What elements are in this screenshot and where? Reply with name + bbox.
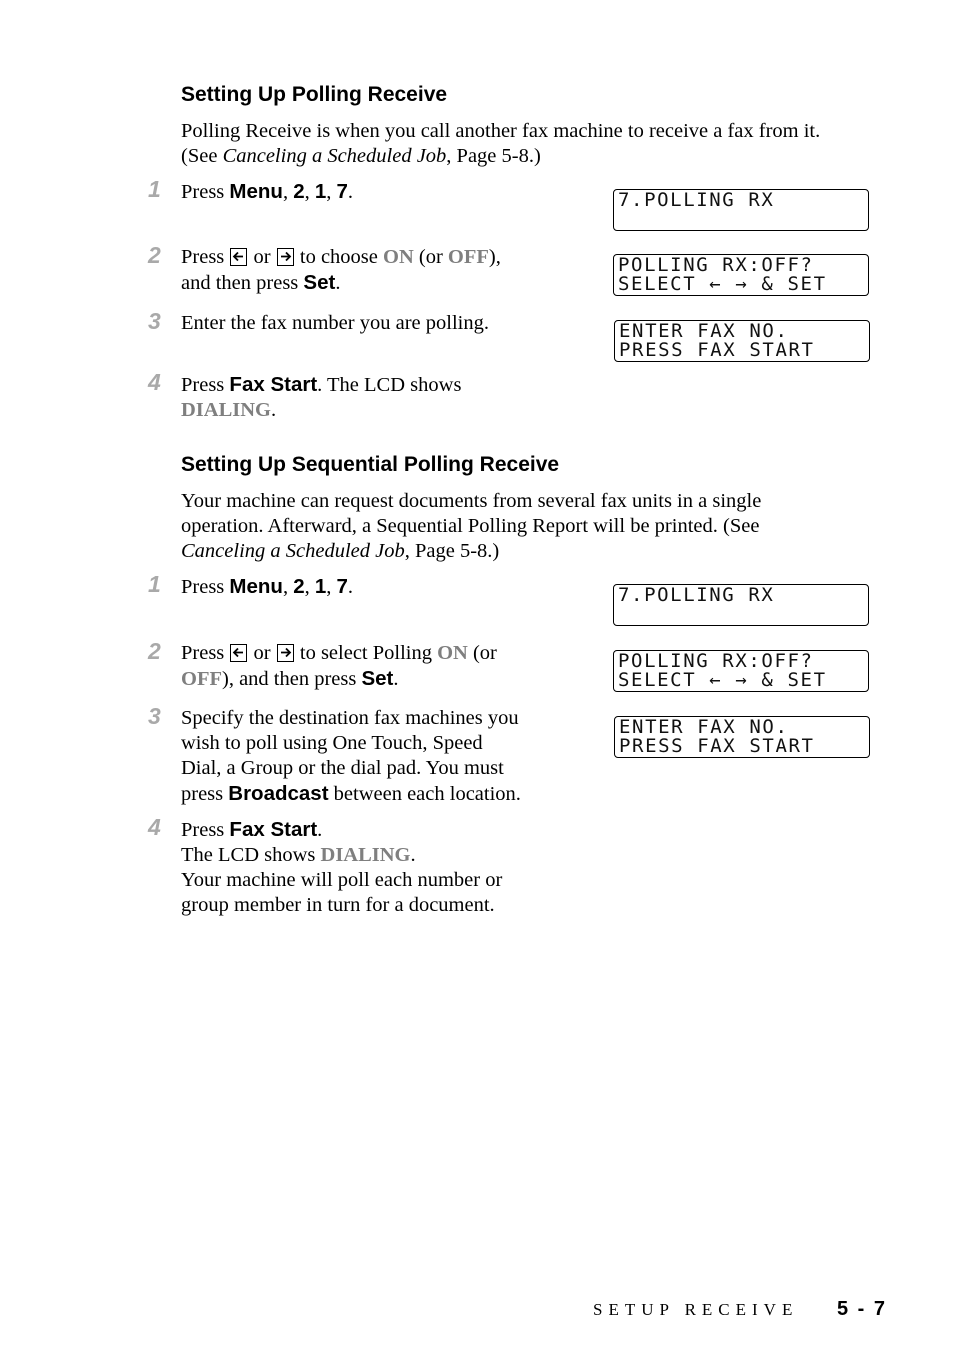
step-number: 4 bbox=[148, 369, 161, 395]
lcd-display: ENTER FAX NO. PRESS FAX START bbox=[614, 320, 870, 362]
step-4-text: Press Fax Start. The LCD shows DIALING. Your machine will poll each number or group member in turn for a document. bbox=[181, 818, 503, 916]
section-intro: Your machine can request documents from several fax units in a single operation. Afterward, a Sequential Polling Report will be printed. (See Canceling a Scheduled Job, Page 5-8.) bbox=[181, 490, 762, 562]
lcd-display: POLLING RX:OFF? SELECT ← → & SET bbox=[613, 650, 869, 692]
right-arrow-key-icon bbox=[277, 644, 294, 662]
step-1-text: Press Menu, 2, 1, 7. bbox=[181, 180, 354, 203]
step-3-text: Specify the destination fax machines you wish to poll using One Touch, Speed Dial, a Group or the dial pad. You must press Broadcast between each location. bbox=[181, 707, 521, 805]
section-heading-sequential-polling: Setting Up Sequential Polling Receive bbox=[181, 453, 560, 476]
step-number: 3 bbox=[148, 308, 161, 334]
step-number: 3 bbox=[148, 703, 161, 729]
step-number: 2 bbox=[148, 242, 161, 268]
lcd-display: 7.POLLING RX bbox=[613, 584, 869, 626]
left-arrow-key-icon bbox=[230, 248, 247, 266]
step-2-text: Press or to select Polling ON (or OFF), and then press Set. bbox=[181, 642, 497, 690]
right-arrow-key-icon bbox=[277, 248, 294, 266]
lcd-display: POLLING RX:OFF? SELECT ← → & SET bbox=[613, 254, 869, 296]
section-intro: Polling Receive is when you call another fax machine to receive a fax from it. (See Canceling a Scheduled Job, Page 5-8.) bbox=[181, 120, 821, 167]
left-arrow-key-icon bbox=[230, 644, 247, 662]
step-1-text: Press Menu, 2, 1, 7. bbox=[181, 575, 354, 598]
step-3-text: Enter the fax number you are polling. bbox=[181, 312, 489, 334]
section-heading-polling-receive: Setting Up Polling Receive bbox=[181, 83, 448, 106]
step-number: 2 bbox=[148, 638, 161, 664]
step-number: 1 bbox=[148, 571, 161, 597]
page-number: 5 - 7 bbox=[837, 1298, 888, 1320]
step-number: 4 bbox=[148, 814, 161, 840]
step-4-text: Press Fax Start. The LCD shows DIALING. bbox=[181, 373, 462, 421]
step-number: 1 bbox=[148, 176, 161, 202]
lcd-display: ENTER FAX NO. PRESS FAX START bbox=[614, 716, 870, 758]
lcd-display: 7.POLLING RX bbox=[613, 189, 869, 231]
footer-section-title: SETUP RECEIVE bbox=[593, 1300, 799, 1319]
step-2-text: Press or to choose ON (or OFF), and then press Set. bbox=[181, 246, 501, 294]
